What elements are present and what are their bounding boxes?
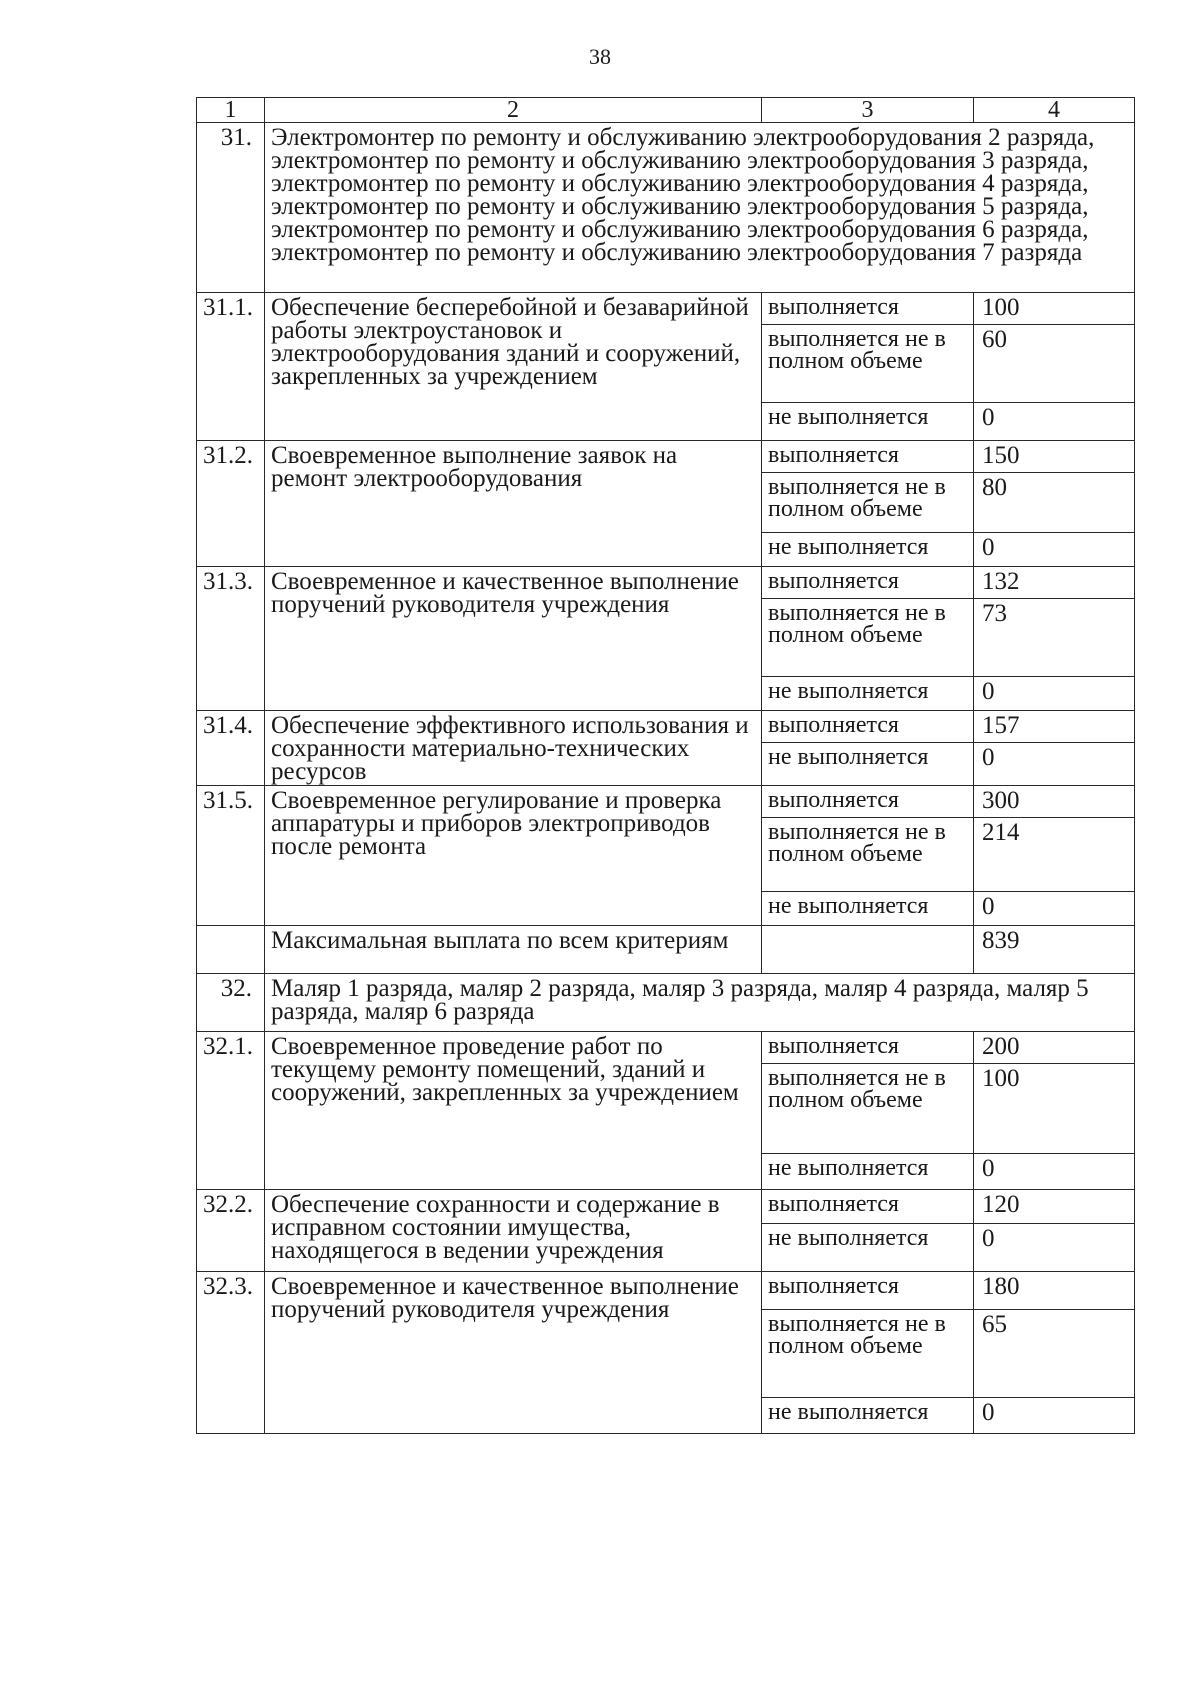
criterion-number: 31.4. — [197, 711, 265, 786]
criterion-status: не выполняется — [762, 1398, 974, 1434]
criterion-status: выполняется — [762, 1190, 974, 1224]
column-header-row — [197, 98, 1135, 123]
criterion-status: выполняется не в полном объеме — [762, 818, 974, 892]
criterion-value: 100 — [974, 293, 1135, 325]
criterion-status: выполняется — [762, 293, 974, 325]
page-number: 38 — [589, 44, 611, 69]
section-number: 31. — [197, 123, 265, 293]
criterion-value: 0 — [974, 403, 1135, 441]
criterion-number: 32.2. — [197, 1190, 265, 1272]
criterion-status: выполняется не в полном объеме — [762, 325, 974, 403]
criterion-row — [197, 1272, 1135, 1310]
criterion-number: 31.3. — [197, 567, 265, 711]
criterion-value: 0 — [974, 743, 1135, 786]
criterion-value: 65 — [974, 1310, 1135, 1398]
criterion-status: выполняется — [762, 441, 974, 473]
criterion-value: 0 — [974, 677, 1135, 711]
criterion-value: 0 — [974, 1398, 1135, 1434]
criterion-status: выполняется — [762, 1272, 974, 1310]
criterion-status: выполняется не в полном объеме — [762, 1064, 974, 1154]
criterion-row — [197, 293, 1135, 325]
criterion-value: 0 — [974, 892, 1135, 926]
criterion-value: 0 — [974, 1154, 1135, 1190]
criterion-status: выполняется — [762, 711, 974, 743]
criterion-text: Своевременное регулирование и проверка аппаратуры и приборов электроприводов после ремонта — [265, 786, 762, 926]
criterion-status: выполняется — [762, 1032, 974, 1064]
criterion-status: не выполняется — [762, 1224, 974, 1272]
criterion-text: Обеспечение эффективного использования и сохранности материально-технических ресурсов — [265, 711, 762, 786]
criterion-row — [197, 1190, 1135, 1224]
max-payment-value: 839 — [974, 926, 1135, 974]
section-number: 32. — [197, 974, 265, 1032]
criterion-row — [197, 786, 1135, 818]
criterion-text: Обеспечение бесперебойной и безаварийной работы электроустановок и электрооборудования зданий и сооружений, закрепленных за учреждением — [265, 293, 762, 441]
section-row — [197, 974, 1135, 1032]
criterion-status: не выполняется — [762, 403, 974, 441]
criterion-status: не выполняется — [762, 743, 974, 786]
criterion-row — [197, 711, 1135, 743]
criterion-status: не выполняется — [762, 1154, 974, 1190]
criterion-value: 200 — [974, 1032, 1135, 1064]
criterion-status: выполняется — [762, 786, 974, 818]
max-payment-number-cell — [197, 926, 265, 974]
criterion-number: 32.1. — [197, 1032, 265, 1190]
criterion-text: Своевременное и качественное выполнение поручений руководителя учреждения — [265, 567, 762, 711]
section-title: Электромонтер по ремонту и обслуживанию электрооборудования 2 разряда, электромонтер по ремонту и обслуживанию электрооборудования 3 разряда, электромонтер по ремонту и обслуживанию электрооборудования 4 разряда, электромонтер по ремонту и обслуживанию электрооборудования 5 разряда, электромонтер по ремонту и обслуживанию электрооборудования 6 разряда, электромонтер по ремонту и обслуживанию электрооборудования 7 разряда — [265, 123, 1135, 293]
criterion-number: 31.5. — [197, 786, 265, 926]
criterion-number: 31.1. — [197, 293, 265, 441]
max-payment-row — [197, 926, 1135, 974]
criterion-value: 0 — [974, 533, 1135, 567]
criterion-value: 150 — [974, 441, 1135, 473]
criterion-value: 120 — [974, 1190, 1135, 1224]
criterion-number: 31.2. — [197, 441, 265, 567]
column-header: 1 — [197, 98, 265, 123]
criterion-status: выполняется не в полном объеме — [762, 599, 974, 677]
criterion-row — [197, 567, 1135, 599]
criterion-status: выполняется не в полном объеме — [762, 473, 974, 533]
criterion-value: 80 — [974, 473, 1135, 533]
criterion-value: 100 — [974, 1064, 1135, 1154]
criterion-value: 180 — [974, 1272, 1135, 1310]
criterion-status: выполняется не в полном объеме — [762, 1310, 974, 1398]
section-title: Маляр 1 разряда, маляр 2 разряда, маляр 3 разряда, маляр 4 разряда, маляр 5 разряда, маляр 6 разряда — [265, 974, 1135, 1032]
criterion-value: 300 — [974, 786, 1135, 818]
column-header: 3 — [762, 98, 974, 123]
criterion-text: Своевременное выполнение заявок на ремонт электрооборудования — [265, 441, 762, 567]
max-payment-status-cell — [762, 926, 974, 974]
criterion-value: 60 — [974, 325, 1135, 403]
criteria-table — [196, 97, 1135, 1434]
max-payment-label: Максимальная выплата по всем критериям — [265, 926, 762, 974]
criterion-row — [197, 441, 1135, 473]
criterion-row — [197, 1032, 1135, 1064]
criterion-text: Обеспечение сохранности и содержание в исправном состоянии имущества, находящегося в ведении учреждения — [265, 1190, 762, 1272]
criterion-value: 132 — [974, 567, 1135, 599]
criterion-text: Своевременное проведение работ по текущему ремонту помещений, зданий и сооружений, закрепленных за учреждением — [265, 1032, 762, 1190]
criterion-status: не выполняется — [762, 892, 974, 926]
criterion-number: 32.3. — [197, 1272, 265, 1434]
criterion-value: 0 — [974, 1224, 1135, 1272]
criterion-text: Своевременное и качественное выполнение поручений руководителя учреждения — [265, 1272, 762, 1434]
criterion-status: не выполняется — [762, 677, 974, 711]
section-row — [197, 123, 1135, 293]
criterion-value: 73 — [974, 599, 1135, 677]
column-header: 2 — [265, 98, 762, 123]
column-header: 4 — [974, 98, 1135, 123]
criterion-status: выполняется — [762, 567, 974, 599]
criterion-value: 214 — [974, 818, 1135, 892]
criterion-value: 157 — [974, 711, 1135, 743]
criterion-status: не выполняется — [762, 533, 974, 567]
